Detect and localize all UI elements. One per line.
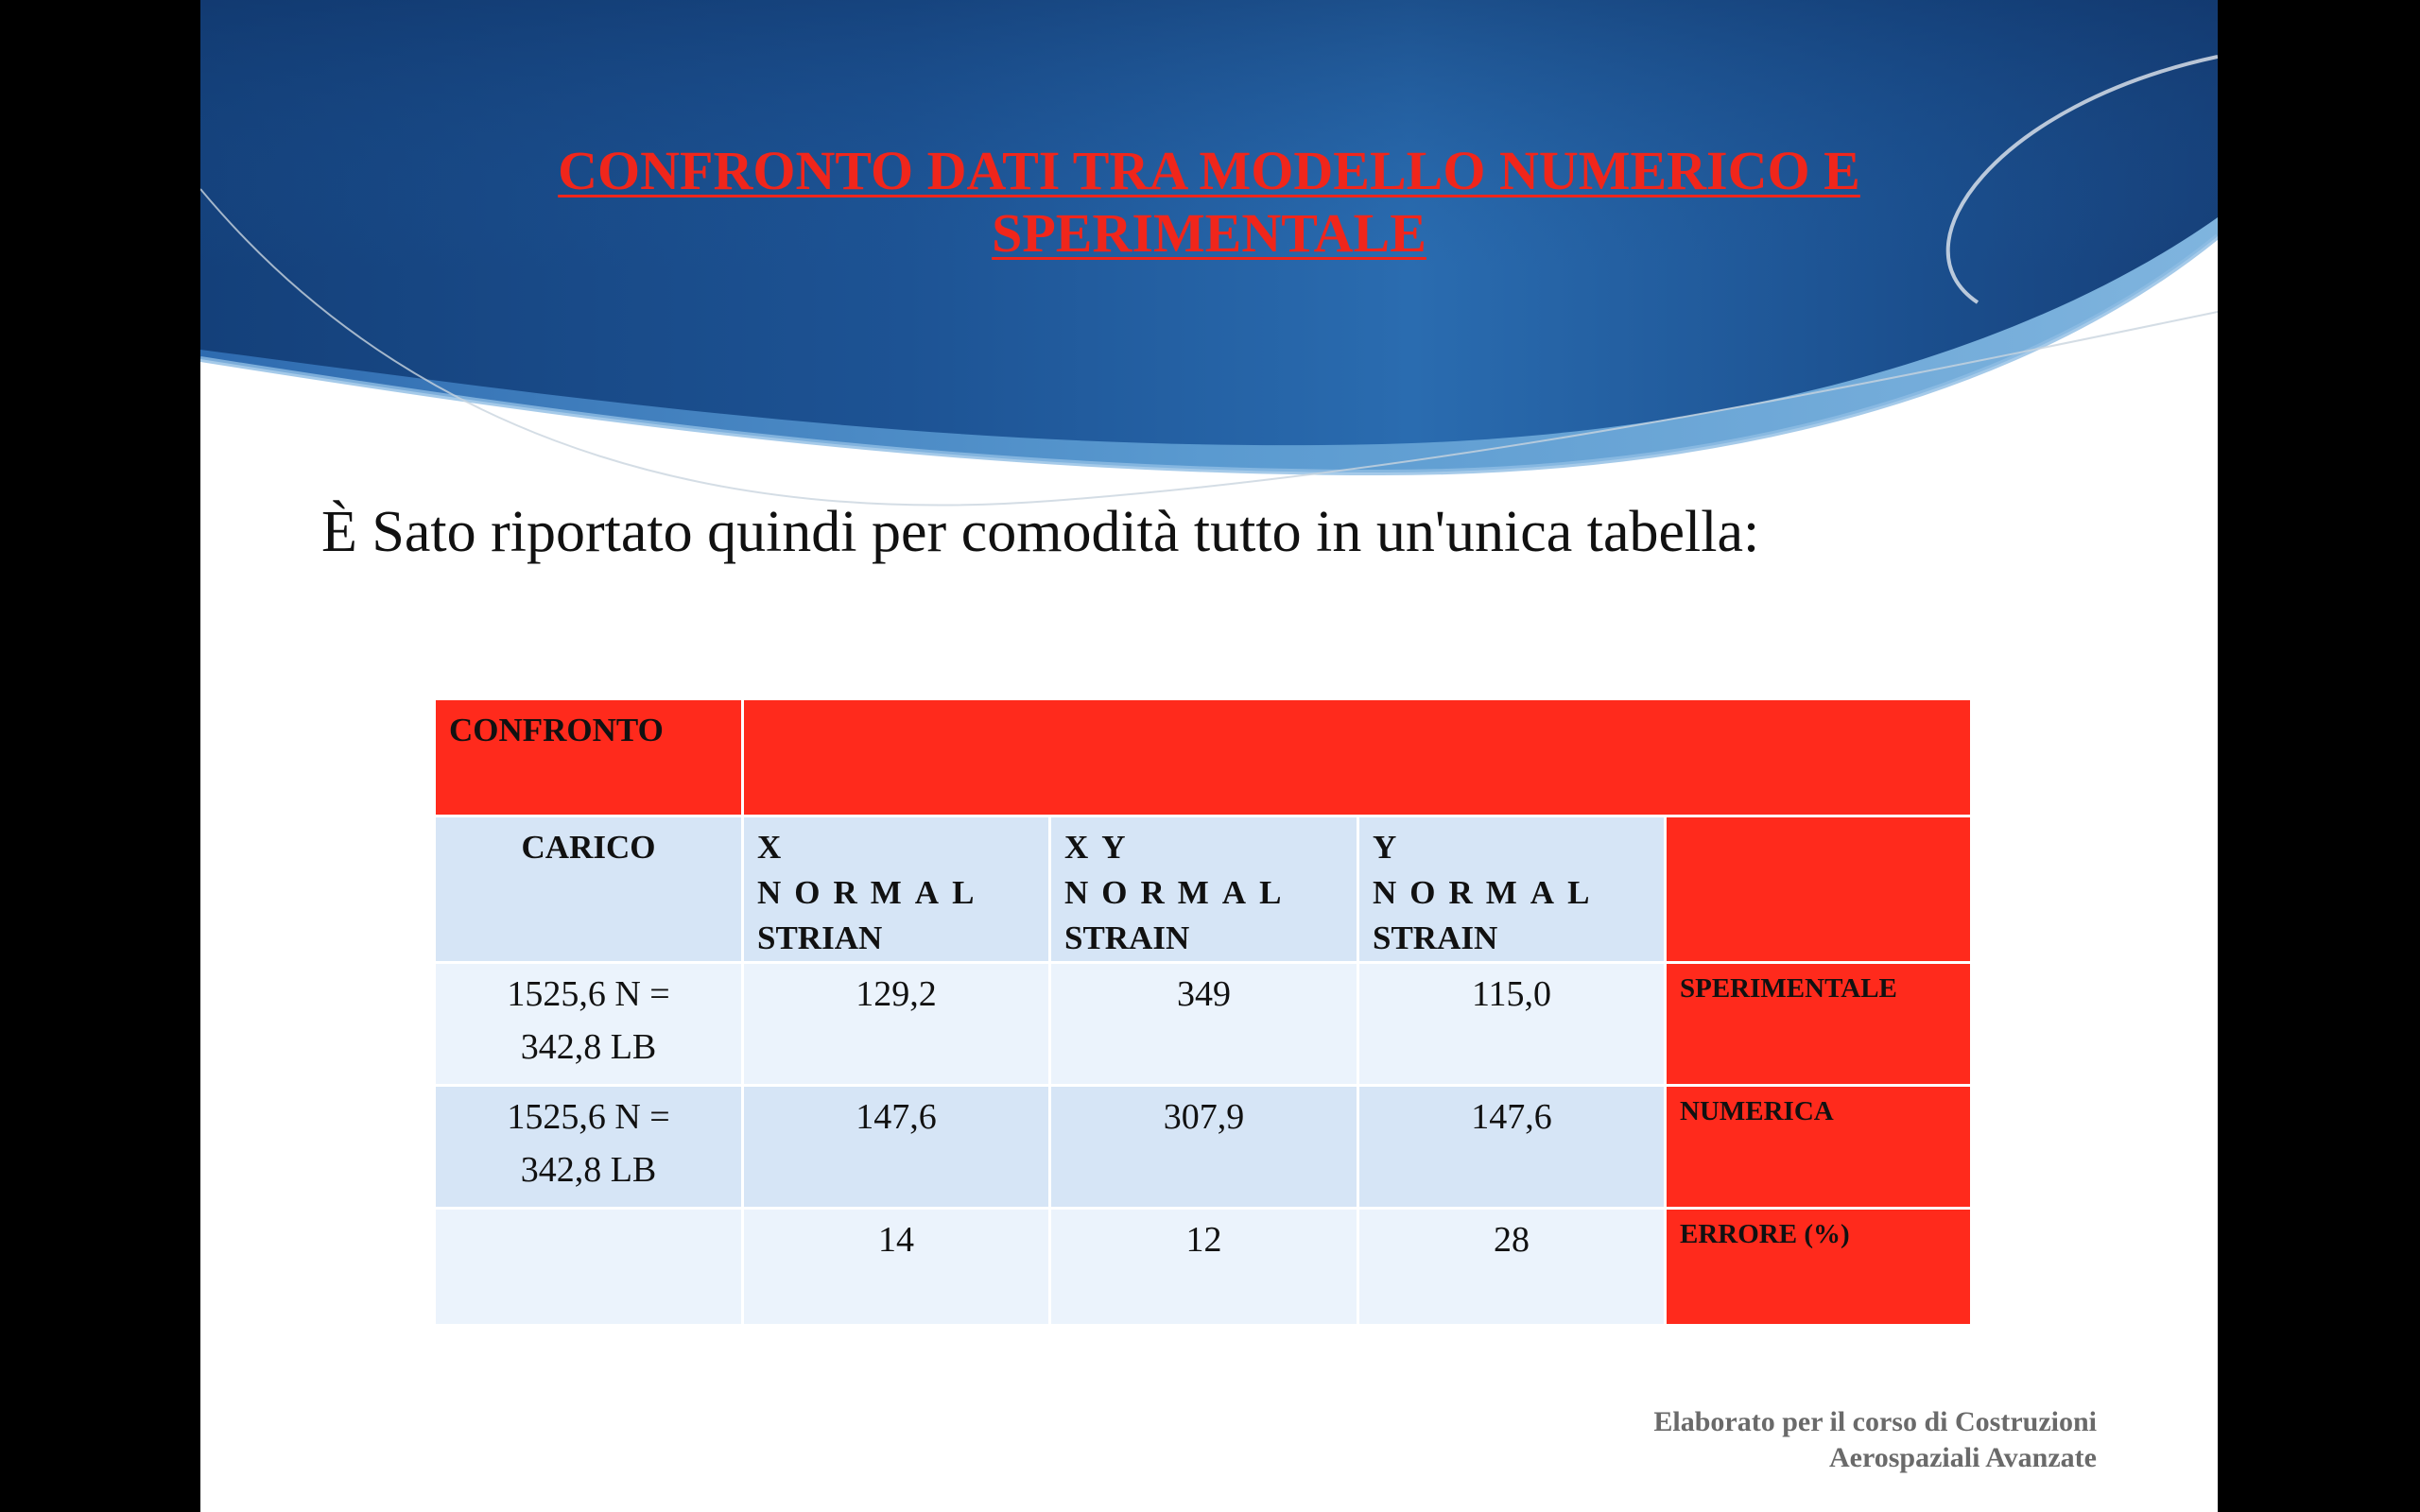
slide [200,0,2218,1512]
slide-title [200,140,2218,265]
carico-cell: 1525,6 N = 342,8 LB [435,963,743,1086]
table-columns-row [435,816,1972,963]
table-row [435,1209,1972,1326]
column-header-xy-normal: XY NORMAL STRAIN [1050,816,1358,963]
x-value-cell: 14 [743,1209,1050,1326]
row-label-cell: ERRORE (%) [1666,1209,1972,1326]
column-header-label [1666,816,1972,963]
column-header-x-normal: X NORMAL STRIAN [743,816,1050,963]
footer-line2: Aerospaziali Avanzate [1828,1442,2097,1473]
table-row [435,963,1972,1086]
y-value-cell: 147,6 [1358,1086,1666,1209]
header-banner [200,0,2218,529]
footer-credit [1653,1404,2097,1476]
y-value-cell: 115,0 [1358,963,1666,1086]
y-value-cell: 28 [1358,1209,1666,1326]
xy-value-cell: 307,9 [1050,1086,1358,1209]
x-value-cell: 147,6 [743,1086,1050,1209]
header-empty-cell [743,699,1972,816]
xy-value-cell: 12 [1050,1209,1358,1326]
header-label-cell [435,699,743,816]
column-header-carico: CARICO [435,816,743,963]
header-label: CONFRONTO [449,712,664,748]
table-header-row [435,699,1972,816]
slide-title-line2: SPERIMENTALE [992,202,1426,264]
slide-title-line1: CONFRONTO DATI TRA MODELLO NUMERICO E [558,140,1860,201]
x-value-cell: 129,2 [743,963,1050,1086]
row-label-cell: NUMERICA [1666,1086,1972,1209]
comparison-table [433,697,1973,1327]
carico-cell [435,1209,743,1326]
carico-cell: 1525,6 N = 342,8 LB [435,1086,743,1209]
footer-line1: Elaborato per il corso di Costruzioni [1653,1406,2097,1437]
column-header-y-normal: Y NORMAL STRAIN [1358,816,1666,963]
table-row [435,1086,1972,1209]
xy-value-cell: 349 [1050,963,1358,1086]
row-label-cell: SPERIMENTALE [1666,963,1972,1086]
slide-subtitle: È Sato riportato quindi per comodità tutto in un'unica tabella: [321,500,1760,564]
